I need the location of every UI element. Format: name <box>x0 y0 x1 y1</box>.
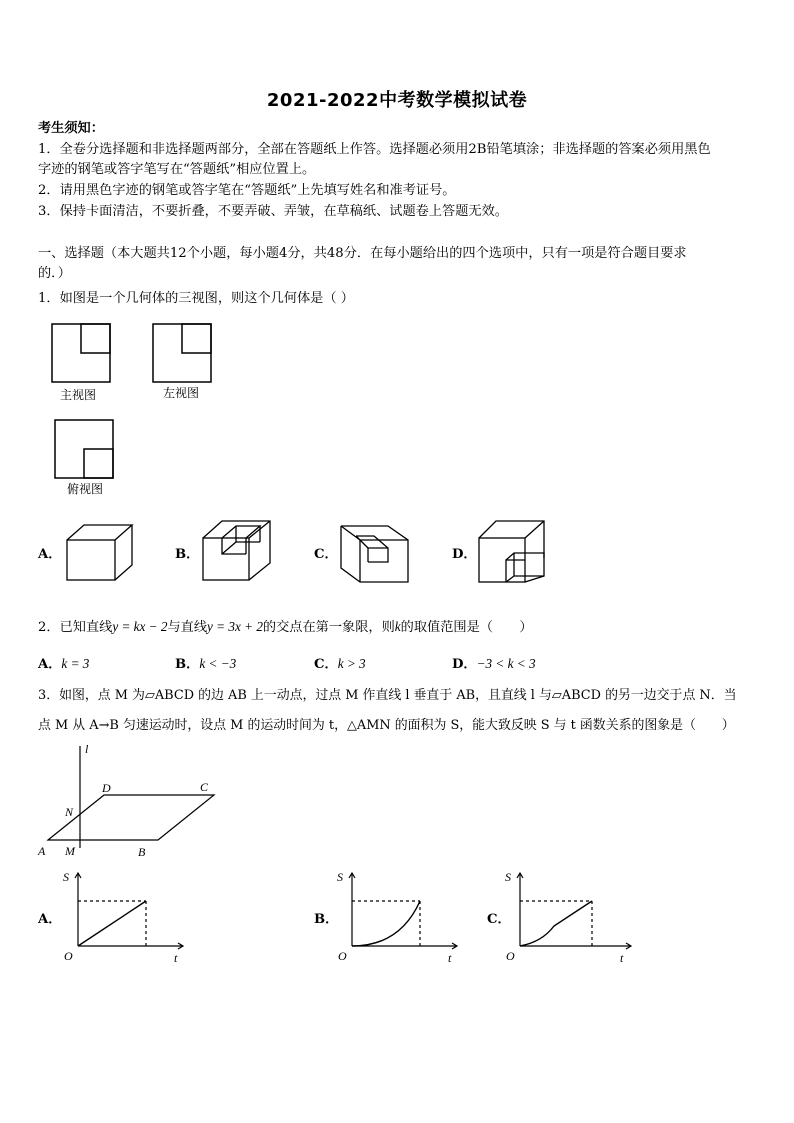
label-n: N <box>65 805 74 819</box>
graph-b-s-label: S <box>337 870 343 884</box>
q2-stem-d: 的取值范围是（ ） <box>400 620 533 635</box>
q1-front-view <box>50 322 114 386</box>
q2-option-d: D．−3 < k < 3 <box>452 656 536 672</box>
label-c: C <box>200 780 209 794</box>
q3-stem-b: 点 M 从 A→B 匀速运动时，设点 M 的运动时间为 t，△AMN 的面积为 S，能大致反映 S 与 t 函数关系的图象是（ ） <box>38 718 735 733</box>
notice-item-2: 2．请用黑色字迹的钢笔或答字笔在“答题纸”上先填写姓名和准考证号。 <box>38 183 456 198</box>
q3-option-a-label: A． <box>38 912 62 927</box>
label-b: B <box>138 845 146 859</box>
q3-parallelogram-figure <box>34 740 224 862</box>
q1-option-c-solid <box>338 518 414 586</box>
notice-item-1b: 字迹的钢笔或答字笔写在“答题纸”相应位置上。 <box>38 162 316 177</box>
q1-left-view <box>151 322 215 386</box>
q1-option-d-label: D． <box>452 547 477 562</box>
graph-a-o-label: O <box>64 949 73 963</box>
q2-stem-a: 2．已知直线 <box>38 620 113 635</box>
q2-stem <box>38 617 533 638</box>
q2-variable-k: k <box>394 619 401 634</box>
graph-a-t-label: t <box>174 951 178 964</box>
graph-c-s-label: S <box>505 870 511 884</box>
q3-graph-c <box>502 868 636 964</box>
label-l: l <box>85 742 89 756</box>
section-heading-b: 的．） <box>38 266 71 281</box>
q3-option-c-label: C． <box>487 912 511 927</box>
q1-option-b-label: B． <box>175 547 200 562</box>
q1-front-caption: 主视图 <box>59 388 96 402</box>
q2-option-a: A．k = 3 <box>38 656 90 672</box>
q1-stem: 1．如图是一个几何体的三视图，则这个几何体是（ ） <box>38 291 354 306</box>
q1-option-a-label: A． <box>38 547 62 562</box>
q3-option-b-label: B． <box>314 912 339 927</box>
graph-b-t-label: t <box>448 951 452 964</box>
q3-graph-a <box>60 868 190 964</box>
graph-c-t-label: t <box>620 951 624 964</box>
notice-item-1a: 1．全卷分选择题和非选择题两部分，全部在答题纸上作答。选择题必须用2B铅笔填涂；非选择题的答案必须用黑色 <box>38 142 711 157</box>
q3-graph-b <box>334 868 464 964</box>
q3-stem-a: 3．如图，点 M 为▱ABCD 的边 AB 上一动点，过点 M 作直线 l 垂直于 AB，且直线 l 与▱ABCD 的另一边交于点 N．当 <box>38 688 737 703</box>
q1-top-view <box>53 418 117 482</box>
page-title: 2021-2022中考数学模拟试卷 <box>266 90 528 111</box>
q1-option-b-solid <box>200 518 276 584</box>
q2-option-b: B．k < −3 <box>175 656 237 672</box>
label-m: M <box>65 844 75 858</box>
q2-stem-b: 与直线 <box>167 620 208 635</box>
q1-option-a-cube <box>64 522 138 584</box>
notice-heading: 考生须知： <box>38 121 104 136</box>
label-a: A <box>38 844 46 858</box>
notice-item-3: 3．保持卡面清洁，不要折叠，不要弄破、弄皱，在草稿纸、试题卷上答题无效。 <box>38 204 508 219</box>
q1-option-d-solid <box>476 518 556 586</box>
graph-c-o-label: O <box>506 949 515 963</box>
graph-b-o-label: O <box>338 949 347 963</box>
q1-top-caption: 俯视图 <box>66 482 103 496</box>
q2-equation-1: y = kx − 2 <box>112 619 168 634</box>
label-d: D <box>102 781 111 795</box>
q1-option-c-label: C． <box>314 547 338 562</box>
section-heading-a: 一、选择题（本大题共12个小题，每小题4分，共48分．在每小题给出的四个选项中，只有一项是符合题目要求 <box>38 246 687 261</box>
graph-a-s-label: S <box>63 870 69 884</box>
q2-option-c: C．k > 3 <box>314 656 366 672</box>
q2-equation-2: y = 3x + 2 <box>207 619 263 634</box>
q2-stem-c: 的交点在第一象限，则 <box>262 620 395 635</box>
q1-left-caption: 左视图 <box>162 386 199 400</box>
